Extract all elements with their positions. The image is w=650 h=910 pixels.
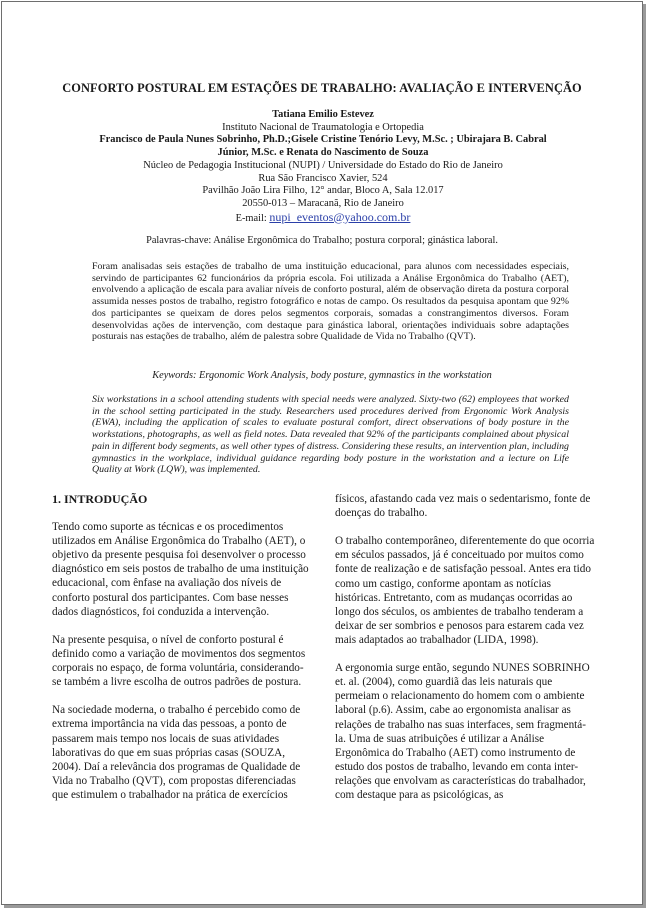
paper-title: CONFORTO POSTURAL EM ESTAÇÕES DE TRABALHO: AVALIAÇÃO E INTERVENÇÃO bbox=[62, 81, 582, 95]
keywords-portuguese: Palavras-chave: Análise Ergonômica do Trabalho; postura corporal; ginástica laboral. bbox=[146, 235, 498, 246]
left-column bbox=[52, 492, 309, 816]
author-names: Francisco de Paula Nunes Sobrinho, Ph.D.;Gisele Cristine Tenório Levy, M.Sc. ; Ubirajara B. Cabral bbox=[99, 134, 547, 146]
affiliation: Núcleo de Pedagogia Institucional (NUPI) / Universidade do Estado do Rio de Janeiro bbox=[143, 159, 503, 171]
author-names-continued: Júnior, M.Sc. e Renata do Nascimento de Souza bbox=[217, 147, 429, 159]
document-page bbox=[1, 1, 643, 905]
paragraph: O trabalho contemporâneo, diferentemente do que ocorria em séculos passados, já é conceituado por muitos como fonte de realização e de satisfação pessoal. Antes era tido como um castigo, conforme apontam as notícias históricas. Entretanto, com as mudanças ocorridas ao longo dos séculos, os ambientes de trabalho tenderam a deixar de ser sombrios e penosos para estarem cada vez mais adaptados ao trabalhador (LIDA, 1998). bbox=[335, 535, 595, 646]
author-name: Tatiana Emilio Estevez bbox=[272, 109, 374, 120]
abstract-english: Six workstations in a school attending students with special needs were analyzed. Sixty-two (62) employees that worked in the school setting participated in the study. Researchers used procedures derived from Ergonomic Work Analysis (EWA), including the application of scales to evaluate postural comfort, direct observations of body posture in the workstations, photographs, as well as field notes. Data revealed that 92% of the participants complained about physical pain in different body segments, as well other types of distress. Considering these results, an intervention plan, including gymnastics in the workplace, individual guidance regarding body posture in the workstation and a lecture on Life Quality at Work (LQW), was implemented. bbox=[92, 394, 569, 476]
paragraph: Na presente pesquisa, o nível de conforto postural é definido como a variação de movimentos dos segmentos corporais no espaço, de forma voluntária, considerando-se também a livre escolha de outros padrões de postura. bbox=[52, 633, 306, 689]
address-line: 20550-013 – Maracanã, Rio de Janeiro bbox=[242, 197, 404, 209]
paragraph: Tendo como suporte as técnicas e os procedimentos utilizados em Análise Ergonômica do Trabalho (AET), o objetivo da presente pesquisa foi desenvolver o processo diagnóstico em seis postos de trabalho de uma instituição educacional, com ênfase na avaliação dos níveis de conforto postural dos participantes. Com base nesses dados diagnósticos, foi conduzida a intervenção. bbox=[52, 521, 309, 618]
abstract-portuguese: Foram analisadas seis estações de trabalho de uma instituição educacional, para alunos com necessidades especiais, servindo de participantes 62 funcionários da própria escola. Foi utilizada a Análise Ergonômica do Trabalho (AET), envolvendo a aplicação de escala para avaliar níveis de conforto postural, além de observação direta da postura corporal assumida nesses postos de trabalho, registro fotográfico e notas de campo. Os resultados da pesquisa apontam que 92% dos participantes se queixam de dores pelos segmentos corporais, somadas a constrangimentos diversos. Foram desenvolvidas ações de intervenção, com destaque para ginástica laboral, orientações individuais sobre adaptações posturais nas estações de trabalho, além de palestra sobre Qualidade de Vida no Trabalho (QVT). bbox=[92, 261, 569, 343]
author-block bbox=[62, 109, 584, 225]
section-heading: 1. INTRODUÇÃO bbox=[52, 492, 148, 506]
right-column bbox=[335, 492, 595, 816]
affiliation: Instituto Nacional de Traumatologia e Ortopedia bbox=[222, 121, 424, 133]
email-line bbox=[62, 211, 584, 226]
paragraph: físicos, afastando cada vez mais o sedentarismo, fonte de doenças do trabalho. bbox=[335, 493, 591, 520]
address-line: Pavilhão João Lira Filho, 12° andar, Bloco A, Sala 12.017 bbox=[202, 185, 444, 197]
paragraph: A ergonomia surge então, segundo NUNES SOBRINHO et. al. (2004), como guardiã das leis naturais que permeiam o relacionamento do homem com o ambiente laboral (p.6). Assim, cabe ao ergonomista analisar as relações de trabalho nas suas interfaces, sem fragmentá-la. Uma de suas atribuições é utilizar a Análise Ergonômica do Trabalho (AET) como instrumento de estudo dos postos de trabalho, levando em conta inter-relações que envolvam as características do trabalhador, com destaque para as psicológicas, as bbox=[335, 662, 590, 801]
email-label: E-mail: bbox=[235, 212, 270, 224]
keywords-english: Keywords: Ergonomic Work Analysis, body posture, gymnastics in the workstation bbox=[152, 370, 492, 381]
paragraph: Na sociedade moderna, o trabalho é percebido como de extrema importância na vida das pessoas, a ponto de passarem mais tempo nos locais de suas atividades laborativas do que em suas próprias casas (SOUZA, 2004). Daí a relevância dos programas de Qualidade de Vida no Trabalho (QVT), com propostas diferenciadas que estimulem o trabalhador na prática de exercícios bbox=[52, 704, 301, 801]
address-line: Rua São Francisco Xavier, 524 bbox=[258, 172, 388, 184]
email-link[interactable]: nupi_eventos@yahoo.com.br bbox=[269, 209, 411, 224]
